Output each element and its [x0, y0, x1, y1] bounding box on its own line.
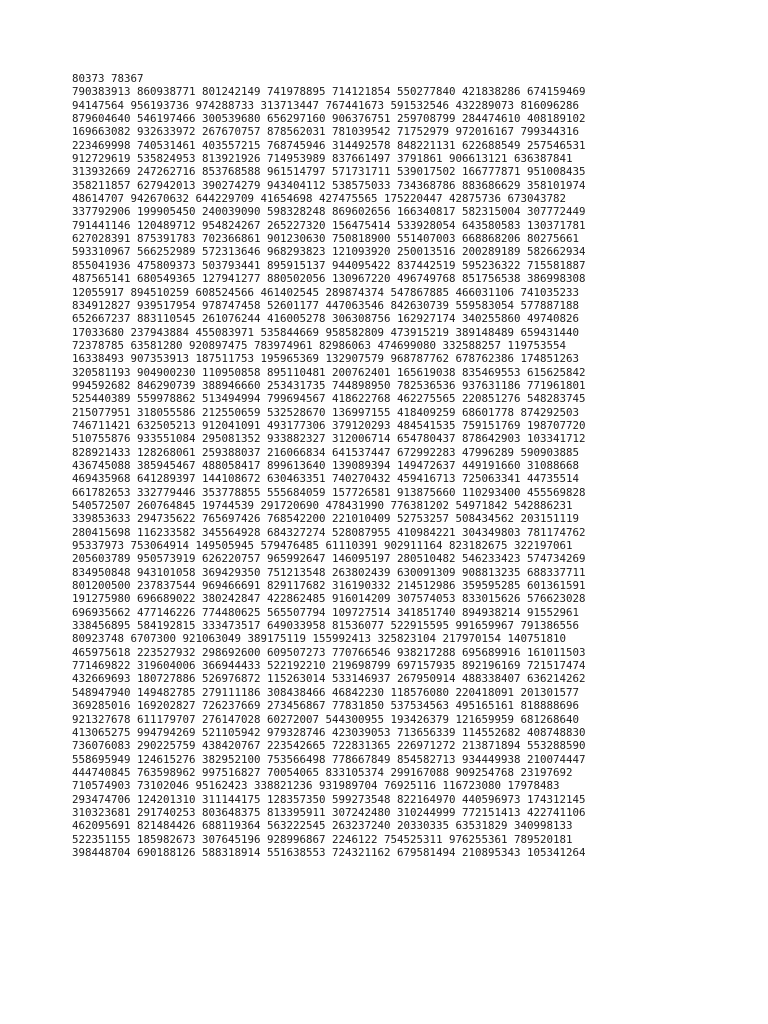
number-line: 828921433 128268061 259388037 216066834 641537447 672992283 47996289 590903885 — [72, 445, 580, 459]
number-line: 80923748 6707300 921063049 389175119 155992413 325823104 217970154 140751810 — [72, 632, 567, 646]
number-line: 834912827 939517954 978747458 52601177 447063546 842630739 559583054 577887188 — [72, 298, 580, 312]
number-line: 540572507 260764845 19744539 291720690 478431990 776381202 54971842 542886231 — [72, 499, 573, 512]
number-line: 994592682 846290739 388946660 253431735 744898950 782536536 937631186 771961801 — [72, 378, 586, 392]
number-line: 339853633 294735622 765697426 768542200 221010409 52753257 508434562 203151119 — [72, 512, 580, 526]
number-listing — [72, 72, 752, 859]
number-line: 548947940 149482785 279111186 308438466 46842230 118576080 220418091 201301577 — [72, 685, 580, 699]
number-line: 205603789 950573919 626220757 965992647 146095197 280510482 546233423 574734269 — [72, 552, 586, 566]
number-line: 696935662 477146226 774480625 565507794 109727514 341851740 894938214 91552961 — [72, 605, 580, 619]
number-line: 652667237 883110545 261076244 416005278 306308756 162927174 340255860 49740826 — [72, 312, 580, 326]
number-line: 215077951 318055586 212550659 532528670 136997155 418409259 68601778 874292503 — [72, 405, 580, 419]
number-line: 280415698 116233582 345564928 684327274 528087955 410984221 304349803 781174762 — [72, 525, 586, 539]
number-line: 510755876 933551084 295081352 933882327 312006714 654780437 878642903 103341712 — [72, 432, 586, 446]
number-line: 338456895 584192815 333473517 649033958 81536077 522915595 991659967 791386556 — [72, 619, 580, 633]
number-line: 72378785 63581280 920897475 783974961 82986063 474699080 332588257 119753554 — [72, 338, 567, 352]
number-line: 710574903 73102046 95162423 338821236 931989704 76925116 116723080 17978483 — [72, 779, 560, 793]
number-line: 912729619 535824953 813921926 714953989 837661497 3791861 906613121 636387841 — [72, 152, 573, 166]
number-line: 834950848 943101058 369429350 751213548 263802439 630091309 908813235 688337711 — [72, 565, 586, 579]
number-line: 310323681 291740253 803648375 813395911 307242480 310244999 772151413 422741106 — [72, 805, 586, 819]
number-line: 48614707 942670632 644229709 41654698 427475565 175220447 42875736 673043782 — [72, 192, 567, 206]
number-line: 293474706 124201310 311144175 128357350 599273548 822164970 440596973 174312145 — [72, 792, 586, 806]
number-line: 921327678 611179707 276147028 60272007 544300955 193426379 121659959 681268640 — [72, 712, 580, 726]
number-line: 191275980 696689022 380242847 422862485 916014209 307574053 833015626 576623028 — [72, 592, 586, 606]
number-line: 398448704 690188126 588318914 551638553 724321162 679581494 210895343 105341264 — [72, 845, 586, 859]
number-line: 369285016 169202827 726237669 273456867 77831850 537534563 495165161 818888696 — [72, 699, 580, 713]
number-line: 746711421 632505213 912041091 493177306 379120293 484541535 759151769 198707720 — [72, 418, 586, 432]
number-line: 337792906 199905450 240039090 598328248 869602656 166340817 582315004 307772449 — [72, 205, 586, 219]
number-line: 469435968 641289397 144108672 630463351 740270432 459416713 725063341 44735514 — [72, 472, 580, 486]
number-line: 413065275 994794269 521105942 979328746 423039053 713656339 114552682 408748830 — [72, 725, 586, 739]
number-line: 320581193 904900230 110950858 895110481 200762401 165619038 835469553 615625842 — [72, 365, 586, 379]
number-line: 436745088 385945467 488058417 899613640 139089394 149472637 449191660 31088668 — [72, 458, 580, 472]
number-line: 791441146 120489712 954824267 265227320 156475414 533928054 643580583 130371781 — [72, 218, 586, 232]
number-line: 465975618 223527932 298692600 609507273 770766546 938217288 695689916 161011503 — [72, 645, 586, 659]
number-line: 522351155 185982673 307645196 928996867 2246122 754525311 976255361 789520181 — [72, 832, 573, 846]
number-line: 12055917 894510259 608524566 461402545 289874374 547867885 466031106 741035233 — [72, 285, 580, 299]
number-line: 771469822 319604006 366944433 522192210 219698799 697157935 892196169 721517474 — [72, 659, 586, 673]
number-line: 627028391 875391783 702366861 901230630 750818900 551407003 668868206 80275661 — [72, 232, 580, 246]
number-line: 790383913 860938771 801242149 741978895 714121854 550277840 421838286 674159469 — [72, 85, 586, 99]
number-line: 16338493 907353913 187511753 195965369 132907579 968787762 678762386 174851263 — [72, 352, 580, 366]
number-line: 558695949 124615276 382952100 753566498 778667849 854582713 934449938 210074447 — [72, 752, 586, 766]
number-line: 462095691 821484426 688119364 563222545 263237240 20330335 63531829 340998133 — [72, 819, 573, 833]
number-line: 593310967 566252989 572313646 968293823 121093920 250013516 200289189 582662934 — [72, 245, 586, 259]
number-line: 736076083 290225759 438420767 223542665 722831365 226971272 213871894 553288590 — [72, 739, 586, 753]
number-line: 855041936 475809373 503793441 895915137 944095422 837442519 595236322 715581887 — [72, 258, 586, 272]
number-line: 801200500 237837544 969466691 829117682 316190332 214512986 359595285 601361591 — [72, 579, 586, 593]
number-line: 487565141 680549365 127941277 880502056 130967220 496749768 851756538 386998308 — [72, 272, 586, 286]
number-line: 223469998 740531461 403557215 768745946 314492578 848221131 622688549 257546531 — [72, 138, 586, 152]
number-line: 17033680 237943884 455083971 535844669 958582809 473915219 389148489 659431440 — [72, 325, 580, 339]
number-line: 432669693 180727886 526976872 115263014 533146937 267950914 488338407 636214262 — [72, 672, 586, 686]
number-line: 94147564 956193736 974288733 313713447 767441673 591532546 432289073 816096286 — [72, 98, 580, 112]
number-line: 525440389 559978862 513494994 799694567 418622768 462275565 220851276 548283745 — [72, 392, 586, 406]
number-line: 661782653 332779446 353778855 555684059 157726581 913875660 110293400 455569828 — [72, 485, 586, 499]
number-line: 169663082 932633972 267670757 878562031 781039542 71752979 972016167 799344316 — [72, 125, 580, 139]
number-line: 444740845 763598962 997516827 70054065 833105374 299167088 909254768 23197692 — [72, 765, 573, 779]
header-line: 80373 78367 — [72, 72, 144, 85]
number-line: 313932669 247262716 853768588 961514797 571731711 539017502 166777871 951008435 — [72, 165, 586, 179]
number-line: 358211857 627942013 390274279 943404112 538575033 734368786 883686629 358101974 — [72, 178, 586, 192]
number-line: 95337973 753064914 149505945 579476485 61110391 902911164 823182675 322197061 — [72, 539, 573, 553]
number-line: 879604640 546197466 300539680 656297160 906376751 259708799 284474610 408189102 — [72, 112, 586, 126]
